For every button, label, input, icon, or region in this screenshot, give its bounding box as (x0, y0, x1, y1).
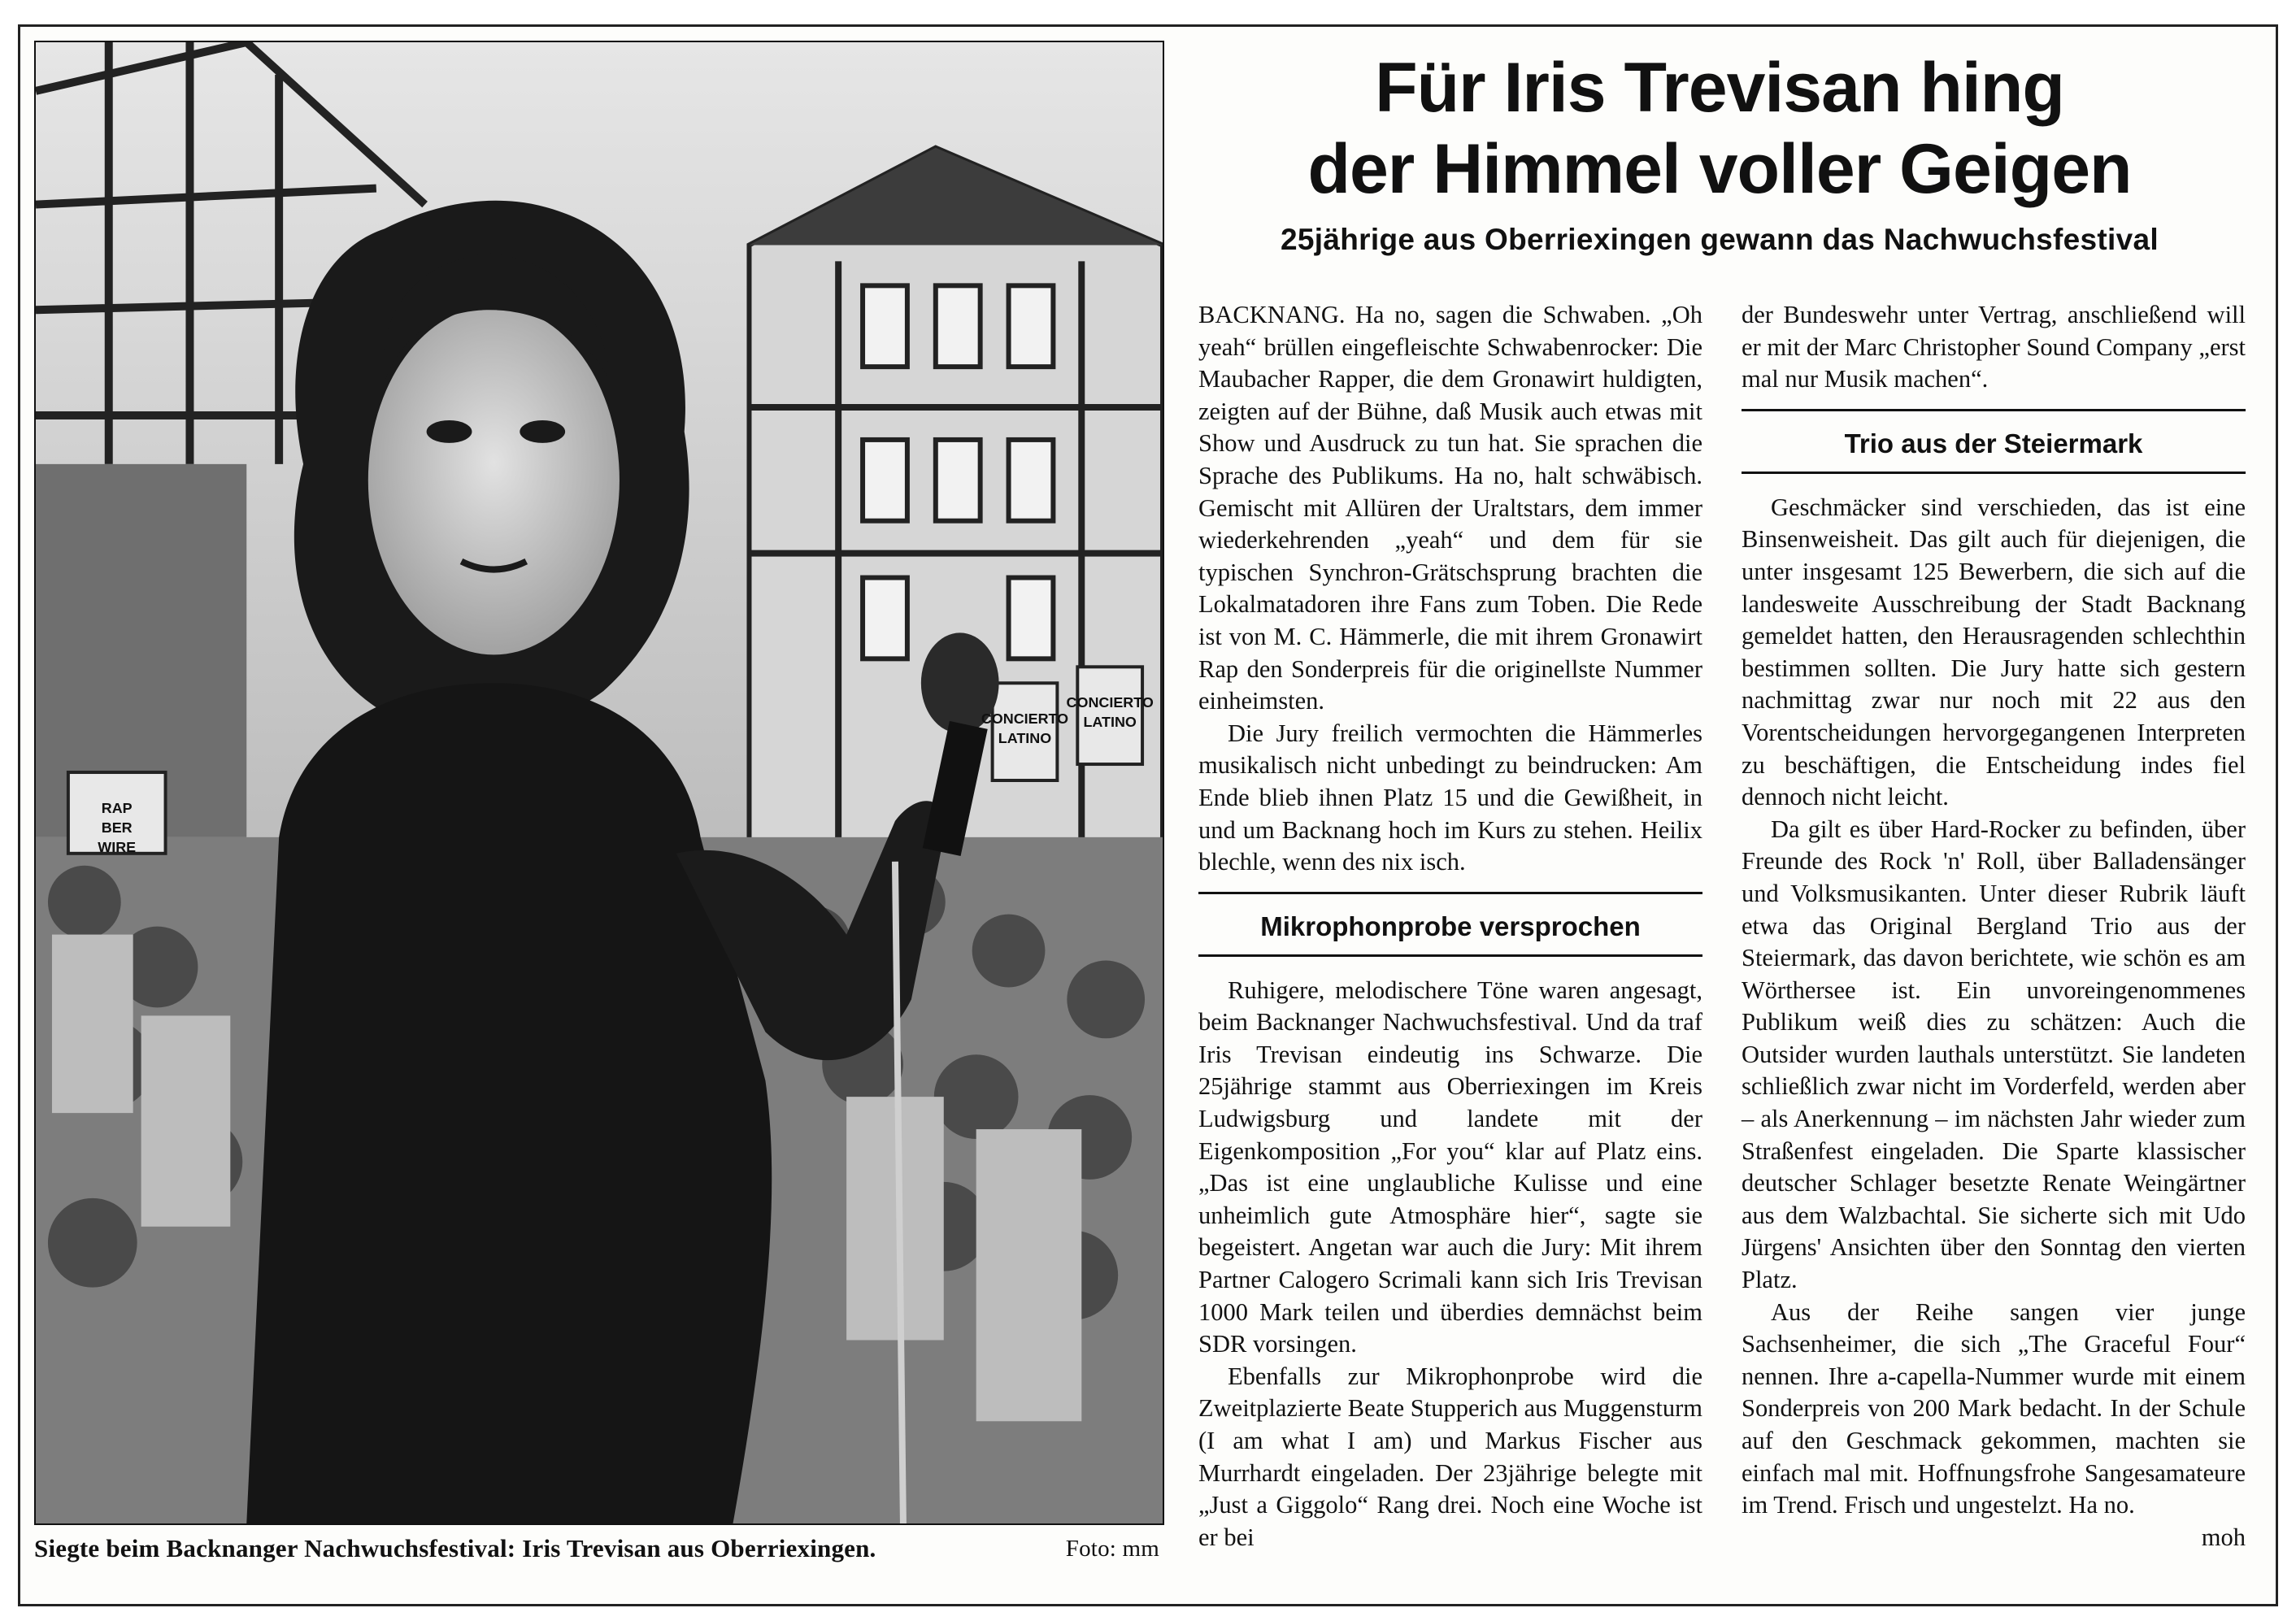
caption-text: Siegte beim Backnanger Nachwuchsfestival: Iris Trevisan aus Oberriexingen. (34, 1534, 876, 1562)
section-heading-mikrophonprobe: Mikrophonprobe versprochen (1198, 892, 1702, 957)
article-headline (1187, 47, 2252, 210)
singer-face (368, 306, 620, 654)
singer-body (246, 683, 772, 1523)
sign-text: LATINO (998, 730, 1052, 747)
article-subheadline: 25jährige aus Oberriexingen gewann das Nachwuchsfestival (1281, 223, 2159, 256)
sign-text: WIRE (98, 838, 137, 855)
paragraph: BACKNANG. Ha no, sagen die Schwaben. „Oh yeah“ brüllen eingefleischte Schwabenrocker: Die Maubacher Rapper, die dem Gronawirt huldigten, zeigten auf der Bühne, daß Musik auch etwas mit Show und Ausdruck zu tun hat. Sie sprachen die Sprache des Publikums. Ha no, halt schwäbisch. Gemischt mit Allüren der Uraltstars, dem immer wiederkehrenden „yeah“ und dem für sie typischen Synchron-Grätschsprung brachten die Lokalmatadoren ihre Fans zum Toben. Die Rede ist von M. C. Hämmerle, die mit ihrem Gronawirt Rap den Sonderpreis für die originellste Nummer einheimsten. (1198, 301, 1702, 715)
headline-line-2: der Himmel voller Geigen (1307, 130, 2132, 208)
paragraph: Geschmäcker sind verschieden, das ist eine Binsenweisheit. Das gilt auch für diejenigen, die unter insgesamt 125 Bewerbern, die sich auf die landesweite Ausschreibung der Stadt Backnang gemeldet hatten, den Herausragenden schlechthin bestimmen sollten. Die Jury hatte sich gestern nachmittag zwar nur noch mit 22 aus den Vorentscheidungen hervorgegangenen Interpreten zu beschäftigen, die Entscheidung indes fiel dennoch nicht leicht. (1742, 493, 2246, 811)
sign-text: CONCIERTO (1066, 694, 1154, 711)
paragraph: Ebenfalls zur Mikrophonprobe wird die Zweitplazierte Beate Stupperich aus Muggensturm (I am what I am) und Markus Fischer aus Murrhardt eingeladen. Der 23jährige belegte mit „Just a Giggolo“ Rang drei. Noch eine Woche ist er bei (1198, 1362, 1702, 1551)
paragraph: Ruhigere, melodischere Töne waren angesagt, beim Backnanger Nachwuchsfestival. Und da traf Iris Trevisan eindeutig ins Schwarze. Die 25jährige stammt aus Oberriexingen im Kreis Ludwigsburg und landete mit der Eigenkomposition „For you“ klar auf Platz eins. „Das ist eine unglaubliche Kulisse und eine unheimlich gute Atmosphäre hier“, sagte sie begeistert. Angetan war auch die Jury: Mit ihrem Partner Calogero Scrimali kann sich Iris Trevisan 1000 Mark teilen und überdies demnächst beim SDR vorsingen. (1198, 976, 1702, 1358)
photo-caption (34, 1530, 1164, 1567)
sign-text: RAP (101, 799, 133, 816)
article-photo (34, 41, 1164, 1525)
section-heading-trio: Trio aus der Steiermark (1742, 409, 2246, 474)
paragraph: Die Jury freilich vermochten die Hämmerles musikalisch nicht unbedingt zu beindrucken: Am Ende blieb ihnen Platz 15 und die Gewißheit, in und um Backnang hoch im Kurs zu stehen. Heilix blechle, wenn des nix isch. (1198, 719, 1702, 876)
paragraph: der Bundeswehr unter Vertrag, anschließend will er mit der Marc Christopher Sound Company „erst mal nur Musik machen“. (1742, 301, 2246, 393)
article-column-1 (1198, 299, 1702, 1554)
paragraph: Da gilt es über Hard-Rocker zu befinden, über Freunde des Rock 'n' Roll, über Balladensänger und Volksmusikanten. Unter dieser Rubrik läuft etwa das Original Bergland Trio aus der Steiermark, das davon berichtete, wie schön es am Wörthersee ist. Ein unvoreingenommenes Publikum weiß dies zu schätzen: Auch die Outsider wurden lauthals unterstützt. Sie landeten schließlich zwar nicht im Vorderfeld, werden aber – als Anerkennung – im nächsten Jahr wieder zum Straßenfest eingeladen. Die Sparte klassischer deutscher Schlager besetzte Renate Weingärtner aus dem Walzbachtal. Sie sicherte sich mit Udo Jürgens' Ansichten über den Sonntag den vierten Platz. (1742, 815, 2246, 1294)
sign-text: LATINO (1083, 714, 1137, 731)
photo-credit: Foto: mm (1065, 1535, 1159, 1562)
sign-text: BER (101, 819, 133, 836)
article-column-2 (1742, 299, 2246, 1554)
paragraph: Aus der Reihe sangen vier junge Sachsenheimer, die sich „The Graceful Four“ nennen. Ihre a-capella-Nummer wurde mit einem Sonderpreis von 200 Mark bedacht. In der Schule auf den Geschmack gekommen, machten sie einfach mal mit. Hoffnungsfrohe Sangesamateure im Trend. Frisch und ungestelzt. Ha no. (1742, 1297, 2246, 1519)
author-signature: moh (2201, 1523, 2246, 1551)
headline-line-1: Für Iris Trevisan hing (1375, 49, 2064, 127)
singer-photo-illustration (36, 42, 1163, 1523)
sign-text: CONCIERTO (981, 711, 1069, 728)
